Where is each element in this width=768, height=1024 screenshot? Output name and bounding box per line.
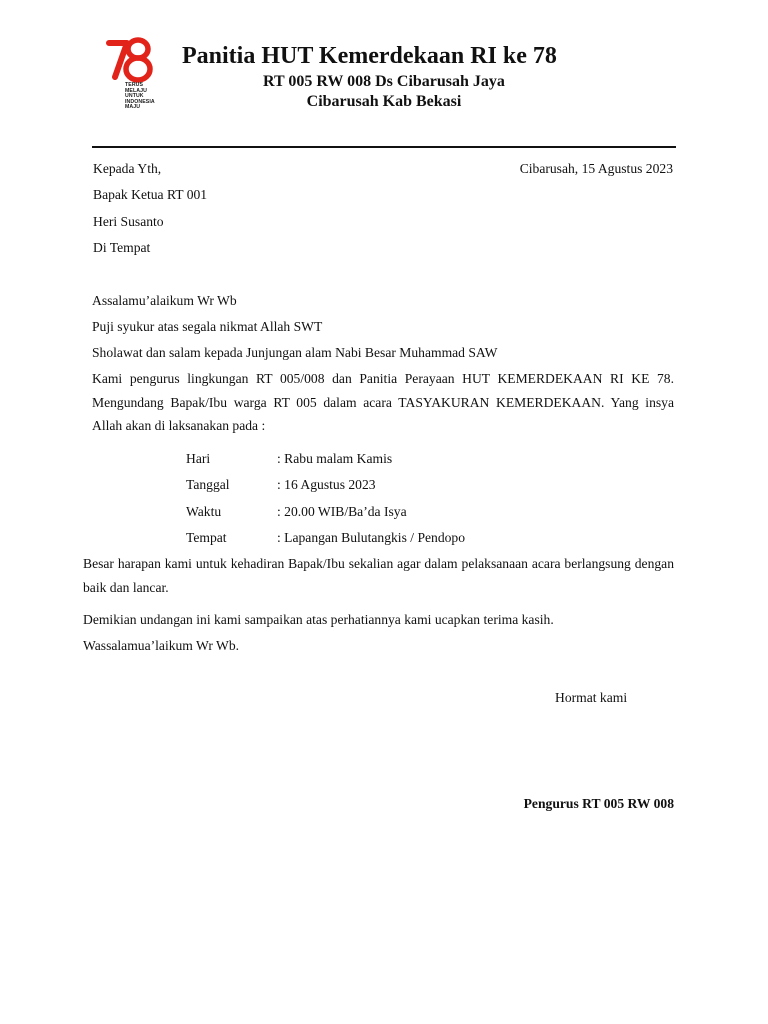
detail-value-date: : 16 Agustus 2023 <box>277 477 376 492</box>
detail-label-day: Hari <box>186 451 211 466</box>
hope-paragraph: Besar harapan kami untuk kehadiran Bapak/Ibu sekalian agar dalam pelaksanaan acara berlangsung dengan baik dan lancar. <box>83 556 674 595</box>
recipient-line-4: Di Tempat <box>93 240 151 255</box>
logo-tagline: TERUS MELAJU UNTUK INDONESIA MAJU <box>125 82 155 111</box>
opening-line-1: Puji syukur atas segala nikmat Allah SWT <box>92 319 323 334</box>
detail-label-date: Tanggal <box>186 477 230 492</box>
closing-line: Demikian undangan ini kami sampaikan atas perhatiannya kami ucapkan terima kasih. <box>83 612 554 627</box>
detail-value-day: : Rabu malam Kamis <box>277 451 393 466</box>
letterhead-divider <box>92 146 676 148</box>
opening-line-2: Sholawat dan salam kepada Junjungan alam Nabi Besar Muhammad SAW <box>92 345 498 360</box>
detail-label-time: Waktu <box>186 504 222 519</box>
regards: Hormat kami <box>555 690 628 705</box>
detail-value-place: : Lapangan Bulutangkis / Pendopo <box>277 530 466 545</box>
letterhead-address: RT 005 RW 008 Ds Cibarusah Jaya <box>263 73 505 90</box>
hut-78-logo <box>93 25 181 117</box>
signer-name: Pengurus RT 005 RW 008 <box>523 796 674 811</box>
letterhead-title: Panitia HUT Kemerdekaan RI ke 78 <box>182 43 557 69</box>
recipient-line-3: Heri Susanto <box>93 214 164 229</box>
place-date: Cibarusah, 15 Agustus 2023 <box>519 161 673 176</box>
greeting: Assalamu’alaikum Wr Wb <box>92 293 237 308</box>
recipient-line-1: Kepada Yth, <box>93 161 162 176</box>
farewell-line: Wassalamua’laikum Wr Wb. <box>83 638 240 653</box>
detail-value-time: : 20.00 WIB/Ba’da Isya <box>277 504 407 519</box>
recipient-line-2: Bapak Ketua RT 001 <box>93 187 208 202</box>
letterhead-region: Cibarusah Kab Bekasi <box>306 93 462 110</box>
invitation-paragraph: Kami pengurus lingkungan RT 005/008 dan Panitia Perayaan HUT KEMERDEKAAN RI KE 78. Mengundang Bapak/Ibu warga RT 005 dalam acara TASYAKURAN KEMERDEKAAN. Yang insya Allah akan di laksanakan pada : <box>92 371 674 433</box>
detail-label-place: Tempat <box>186 530 227 545</box>
